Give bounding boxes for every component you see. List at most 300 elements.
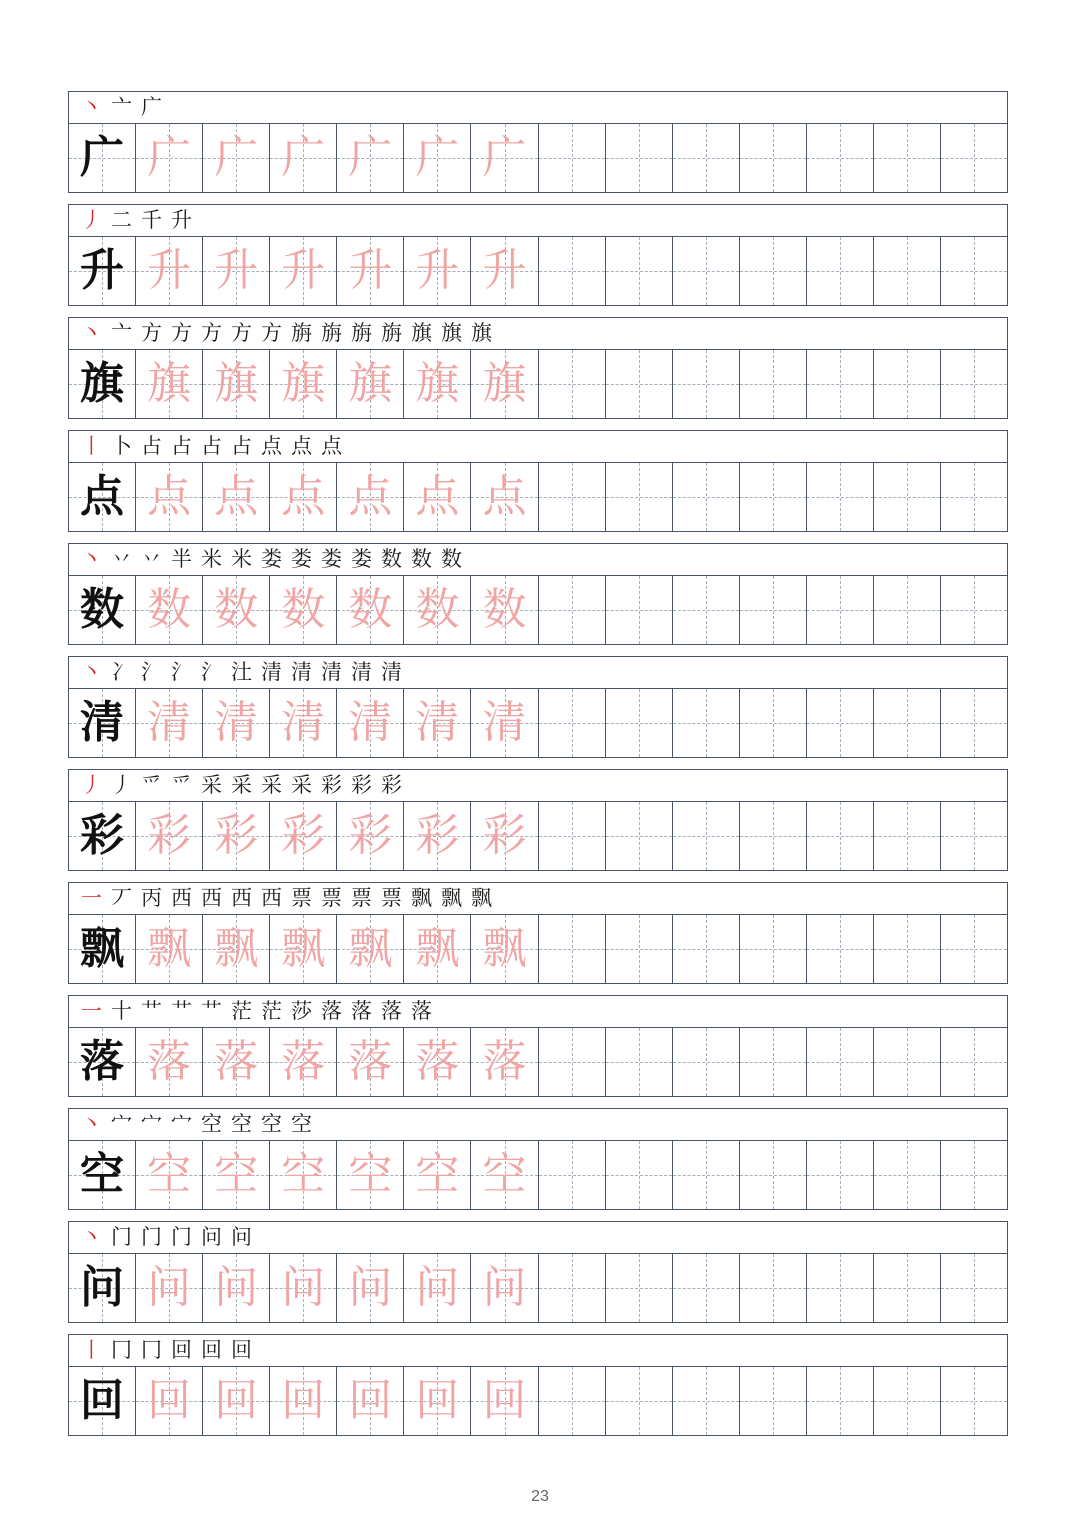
empty-practice-cell[interactable] <box>539 576 606 644</box>
trace-cell[interactable] <box>203 1367 270 1435</box>
stroke-step: 占 <box>171 434 192 458</box>
trace-cell[interactable] <box>136 915 203 983</box>
empty-practice-cell[interactable] <box>807 802 874 870</box>
trace-cell[interactable] <box>136 1141 203 1209</box>
trace-cell[interactable] <box>404 1141 471 1209</box>
model-cell <box>69 576 136 644</box>
empty-practice-cell[interactable] <box>606 350 673 418</box>
trace-character: 旗 <box>348 358 393 409</box>
stroke-step: 艹 <box>201 999 222 1023</box>
stroke-step: 旗 <box>471 321 492 345</box>
trace-cell[interactable] <box>270 237 337 305</box>
empty-practice-cell[interactable] <box>606 463 673 531</box>
trace-cell[interactable] <box>203 463 270 531</box>
trace-character: 清 <box>482 697 527 748</box>
trace-cell[interactable] <box>136 350 203 418</box>
trace-cell[interactable] <box>270 124 337 192</box>
empty-practice-cell[interactable] <box>807 1254 874 1322</box>
trace-cell[interactable] <box>203 1028 270 1096</box>
trace-cell[interactable] <box>136 802 203 870</box>
empty-practice-cell[interactable] <box>539 237 606 305</box>
empty-practice-cell[interactable] <box>606 689 673 757</box>
empty-practice-cell[interactable] <box>874 915 941 983</box>
empty-practice-cell[interactable] <box>874 1141 941 1209</box>
model-cell <box>69 915 136 983</box>
model-character: 空 <box>80 1149 125 1200</box>
practice-grid <box>68 576 1008 645</box>
stroke-order-line <box>68 1221 1008 1254</box>
empty-practice-cell[interactable] <box>606 1254 673 1322</box>
stroke-step: 升 <box>171 208 192 232</box>
trace-character: 数 <box>415 584 460 635</box>
stroke-step: 旃 <box>291 321 312 345</box>
empty-practice-cell[interactable] <box>673 237 740 305</box>
empty-practice-cell[interactable] <box>606 237 673 305</box>
stroke-step: 方 <box>171 321 192 345</box>
trace-cell[interactable] <box>404 124 471 192</box>
empty-practice-cell[interactable] <box>539 1141 606 1209</box>
trace-cell[interactable] <box>471 1367 538 1435</box>
character-row <box>68 995 1008 1097</box>
trace-character: 清 <box>348 697 393 748</box>
trace-cell[interactable] <box>404 915 471 983</box>
stroke-step: 丶 <box>81 1225 102 1249</box>
trace-character: 点 <box>281 471 326 522</box>
trace-cell[interactable] <box>270 463 337 531</box>
trace-character: 升 <box>281 245 326 296</box>
empty-practice-cell[interactable] <box>740 1367 807 1435</box>
stroke-step: 票 <box>351 886 372 910</box>
stroke-step: 卜 <box>111 434 132 458</box>
trace-character: 落 <box>214 1036 259 1087</box>
trace-cell[interactable] <box>270 1254 337 1322</box>
trace-cell[interactable] <box>471 802 538 870</box>
trace-cell[interactable] <box>203 350 270 418</box>
stroke-step: 飘 <box>411 886 432 910</box>
trace-cell[interactable] <box>337 576 404 644</box>
trace-cell[interactable] <box>337 1367 404 1435</box>
stroke-step: 采 <box>201 773 222 797</box>
empty-practice-cell[interactable] <box>673 689 740 757</box>
trace-character: 回 <box>482 1375 527 1426</box>
empty-practice-cell[interactable] <box>740 689 807 757</box>
empty-practice-cell[interactable] <box>673 350 740 418</box>
empty-practice-cell[interactable] <box>807 463 874 531</box>
trace-cell[interactable] <box>471 1028 538 1096</box>
empty-practice-cell[interactable] <box>874 124 941 192</box>
empty-practice-cell[interactable] <box>941 237 1007 305</box>
trace-character: 升 <box>415 245 460 296</box>
empty-practice-cell[interactable] <box>807 124 874 192</box>
trace-cell[interactable] <box>471 237 538 305</box>
stroke-step: 空 <box>261 1112 282 1136</box>
stroke-step: 回 <box>201 1338 222 1362</box>
trace-cell[interactable] <box>404 576 471 644</box>
empty-practice-cell[interactable] <box>673 802 740 870</box>
stroke-step: 旃 <box>321 321 342 345</box>
empty-practice-cell[interactable] <box>740 576 807 644</box>
trace-cell[interactable] <box>136 237 203 305</box>
empty-practice-cell[interactable] <box>941 1028 1007 1096</box>
trace-character: 彩 <box>348 810 393 861</box>
trace-cell[interactable] <box>404 350 471 418</box>
stroke-step: 采 <box>261 773 282 797</box>
trace-character: 回 <box>348 1375 393 1426</box>
trace-cell[interactable] <box>270 689 337 757</box>
model-cell <box>69 124 136 192</box>
empty-practice-cell[interactable] <box>539 124 606 192</box>
trace-cell[interactable] <box>404 237 471 305</box>
stroke-step: 十 <box>111 999 132 1023</box>
empty-practice-cell[interactable] <box>874 237 941 305</box>
trace-cell[interactable] <box>337 802 404 870</box>
model-cell <box>69 1367 136 1435</box>
trace-cell[interactable] <box>337 915 404 983</box>
trace-cell[interactable] <box>404 463 471 531</box>
empty-practice-cell[interactable] <box>606 1367 673 1435</box>
trace-character: 清 <box>147 697 192 748</box>
stroke-step: 宀 <box>141 1112 162 1136</box>
stroke-step: 丨 <box>81 434 102 458</box>
stroke-step: 彩 <box>351 773 372 797</box>
trace-cell[interactable] <box>136 1254 203 1322</box>
stroke-step: 丶 <box>81 95 102 119</box>
trace-character: 点 <box>415 471 460 522</box>
trace-character: 飘 <box>281 923 326 974</box>
trace-cell[interactable] <box>136 124 203 192</box>
stroke-step: 清 <box>291 660 312 684</box>
stroke-step: 采 <box>231 773 252 797</box>
empty-practice-cell[interactable] <box>807 1141 874 1209</box>
stroke-step: 占 <box>141 434 162 458</box>
trace-cell[interactable] <box>404 1367 471 1435</box>
trace-character: 数 <box>348 584 393 635</box>
trace-cell[interactable] <box>270 1141 337 1209</box>
trace-character: 旗 <box>415 358 460 409</box>
trace-character: 广 <box>348 132 393 183</box>
trace-character: 回 <box>281 1375 326 1426</box>
trace-cell[interactable] <box>270 802 337 870</box>
stroke-step: 广 <box>141 95 162 119</box>
trace-cell[interactable] <box>270 1028 337 1096</box>
empty-practice-cell[interactable] <box>807 237 874 305</box>
stroke-step: 氵 <box>171 660 192 684</box>
empty-practice-cell[interactable] <box>740 1028 807 1096</box>
trace-cell[interactable] <box>404 689 471 757</box>
trace-cell[interactable] <box>471 350 538 418</box>
empty-practice-cell[interactable] <box>941 1141 1007 1209</box>
empty-practice-cell[interactable] <box>740 237 807 305</box>
empty-practice-cell[interactable] <box>673 915 740 983</box>
empty-practice-cell[interactable] <box>807 915 874 983</box>
empty-practice-cell[interactable] <box>606 124 673 192</box>
model-character: 数 <box>80 584 125 635</box>
stroke-step: 娄 <box>351 547 372 571</box>
trace-cell[interactable] <box>270 1367 337 1435</box>
empty-practice-cell[interactable] <box>874 1254 941 1322</box>
trace-cell[interactable] <box>136 689 203 757</box>
trace-character: 彩 <box>281 810 326 861</box>
stroke-order-line <box>68 1108 1008 1141</box>
model-character: 升 <box>80 245 125 296</box>
trace-cell[interactable] <box>136 1028 203 1096</box>
trace-cell[interactable] <box>404 1028 471 1096</box>
practice-sheet <box>68 91 1008 1447</box>
stroke-step: 娄 <box>321 547 342 571</box>
trace-character: 落 <box>348 1036 393 1087</box>
practice-grid <box>68 1254 1008 1323</box>
stroke-step: 亠 <box>111 321 132 345</box>
trace-cell[interactable] <box>404 802 471 870</box>
stroke-step: 落 <box>381 999 402 1023</box>
empty-practice-cell[interactable] <box>874 802 941 870</box>
stroke-step: 旃 <box>381 321 402 345</box>
trace-cell[interactable] <box>404 1254 471 1322</box>
model-character: 旗 <box>80 358 125 409</box>
trace-cell[interactable] <box>203 689 270 757</box>
empty-practice-cell[interactable] <box>941 576 1007 644</box>
empty-practice-cell[interactable] <box>539 1367 606 1435</box>
stroke-step: 旃 <box>351 321 372 345</box>
empty-practice-cell[interactable] <box>807 1028 874 1096</box>
stroke-step: 点 <box>321 434 342 458</box>
trace-cell[interactable] <box>136 576 203 644</box>
empty-practice-cell[interactable] <box>673 576 740 644</box>
trace-character: 彩 <box>415 810 460 861</box>
stroke-step: 飘 <box>471 886 492 910</box>
empty-practice-cell[interactable] <box>673 1367 740 1435</box>
stroke-step: 清 <box>261 660 282 684</box>
practice-grid <box>68 1028 1008 1097</box>
trace-cell[interactable] <box>337 463 404 531</box>
empty-practice-cell[interactable] <box>807 1367 874 1435</box>
stroke-order-line <box>68 430 1008 463</box>
stroke-step: 门 <box>111 1225 132 1249</box>
practice-grid <box>68 915 1008 984</box>
practice-grid <box>68 689 1008 758</box>
trace-cell[interactable] <box>471 463 538 531</box>
stroke-step: 占 <box>231 434 252 458</box>
trace-character: 清 <box>214 697 259 748</box>
trace-cell[interactable] <box>471 1254 538 1322</box>
trace-character: 问 <box>281 1262 326 1313</box>
stroke-step: 冂 <box>141 1338 162 1362</box>
trace-character: 旗 <box>482 358 527 409</box>
trace-character: 回 <box>147 1375 192 1426</box>
trace-cell[interactable] <box>337 350 404 418</box>
stroke-step: 一 <box>81 999 102 1023</box>
trace-cell[interactable] <box>337 1141 404 1209</box>
trace-cell[interactable] <box>270 576 337 644</box>
trace-cell[interactable] <box>471 689 538 757</box>
empty-practice-cell[interactable] <box>740 802 807 870</box>
trace-cell[interactable] <box>270 350 337 418</box>
stroke-step: 丙 <box>141 886 162 910</box>
character-row <box>68 1108 1008 1210</box>
empty-practice-cell[interactable] <box>539 802 606 870</box>
empty-practice-cell[interactable] <box>874 463 941 531</box>
stroke-step: 方 <box>261 321 282 345</box>
stroke-step: 空 <box>201 1112 222 1136</box>
trace-character: 广 <box>281 132 326 183</box>
stroke-step: 艹 <box>171 999 192 1023</box>
empty-practice-cell[interactable] <box>740 1254 807 1322</box>
empty-practice-cell[interactable] <box>941 915 1007 983</box>
empty-practice-cell[interactable] <box>807 576 874 644</box>
empty-practice-cell[interactable] <box>539 689 606 757</box>
stroke-step: 采 <box>291 773 312 797</box>
trace-cell[interactable] <box>337 1028 404 1096</box>
trace-character: 清 <box>281 697 326 748</box>
stroke-step: 丷 <box>111 547 132 571</box>
stroke-step: 丨 <box>81 1338 102 1362</box>
empty-practice-cell[interactable] <box>874 689 941 757</box>
character-row <box>68 882 1008 984</box>
trace-character: 广 <box>482 132 527 183</box>
stroke-step: 落 <box>351 999 372 1023</box>
trace-character: 清 <box>415 697 460 748</box>
trace-cell[interactable] <box>337 689 404 757</box>
trace-cell[interactable] <box>203 1141 270 1209</box>
empty-practice-cell[interactable] <box>941 1254 1007 1322</box>
empty-practice-cell[interactable] <box>673 124 740 192</box>
empty-practice-cell[interactable] <box>941 689 1007 757</box>
trace-cell[interactable] <box>203 802 270 870</box>
trace-cell[interactable] <box>471 576 538 644</box>
stroke-step: 冂 <box>111 1338 132 1362</box>
stroke-step: 西 <box>261 886 282 910</box>
stroke-step: 数 <box>381 547 402 571</box>
trace-character: 落 <box>281 1036 326 1087</box>
stroke-step: 旗 <box>411 321 432 345</box>
stroke-step: 丿 <box>81 773 102 797</box>
empty-practice-cell[interactable] <box>807 689 874 757</box>
character-row <box>68 430 1008 532</box>
empty-practice-cell[interactable] <box>539 915 606 983</box>
stroke-step: 票 <box>381 886 402 910</box>
model-character: 回 <box>80 1375 125 1426</box>
trace-cell[interactable] <box>471 124 538 192</box>
model-cell <box>69 237 136 305</box>
stroke-step: 汢 <box>231 660 252 684</box>
trace-character: 空 <box>281 1149 326 1200</box>
empty-practice-cell[interactable] <box>874 1028 941 1096</box>
empty-practice-cell[interactable] <box>740 350 807 418</box>
trace-character: 问 <box>214 1262 259 1313</box>
stroke-step: 方 <box>141 321 162 345</box>
stroke-order-line <box>68 1334 1008 1367</box>
empty-practice-cell[interactable] <box>941 124 1007 192</box>
practice-grid <box>68 124 1008 193</box>
stroke-step: 茫 <box>231 999 252 1023</box>
empty-practice-cell[interactable] <box>539 350 606 418</box>
empty-practice-cell[interactable] <box>606 915 673 983</box>
character-row <box>68 91 1008 193</box>
empty-practice-cell[interactable] <box>740 463 807 531</box>
trace-cell[interactable] <box>471 915 538 983</box>
trace-character: 升 <box>147 245 192 296</box>
empty-practice-cell[interactable] <box>606 1141 673 1209</box>
trace-character: 空 <box>415 1149 460 1200</box>
trace-cell[interactable] <box>203 124 270 192</box>
empty-practice-cell[interactable] <box>673 463 740 531</box>
character-row <box>68 1221 1008 1323</box>
empty-practice-cell[interactable] <box>606 576 673 644</box>
empty-practice-cell[interactable] <box>941 802 1007 870</box>
stroke-step: 门 <box>171 1225 192 1249</box>
trace-cell[interactable] <box>136 463 203 531</box>
trace-character: 数 <box>214 584 259 635</box>
empty-practice-cell[interactable] <box>941 463 1007 531</box>
practice-grid <box>68 350 1008 419</box>
empty-practice-cell[interactable] <box>673 1141 740 1209</box>
stroke-step: 落 <box>411 999 432 1023</box>
empty-practice-cell[interactable] <box>941 350 1007 418</box>
trace-cell[interactable] <box>471 1141 538 1209</box>
empty-practice-cell[interactable] <box>673 1254 740 1322</box>
empty-practice-cell[interactable] <box>606 1028 673 1096</box>
empty-practice-cell[interactable] <box>539 463 606 531</box>
stroke-step: 一 <box>81 886 102 910</box>
model-character: 问 <box>80 1262 125 1313</box>
empty-practice-cell[interactable] <box>874 576 941 644</box>
stroke-order-line <box>68 204 1008 237</box>
empty-practice-cell[interactable] <box>606 802 673 870</box>
trace-character: 空 <box>147 1149 192 1200</box>
trace-character: 升 <box>482 245 527 296</box>
model-cell <box>69 1028 136 1096</box>
trace-cell[interactable] <box>270 915 337 983</box>
trace-character: 飘 <box>147 923 192 974</box>
empty-practice-cell[interactable] <box>673 1028 740 1096</box>
empty-practice-cell[interactable] <box>539 1254 606 1322</box>
stroke-step: 米 <box>231 547 252 571</box>
stroke-step: 丶 <box>81 547 102 571</box>
trace-cell[interactable] <box>337 1254 404 1322</box>
stroke-step: 米 <box>201 547 222 571</box>
trace-character: 空 <box>482 1149 527 1200</box>
stroke-step: 宀 <box>171 1112 192 1136</box>
trace-cell[interactable] <box>337 237 404 305</box>
empty-practice-cell[interactable] <box>941 1367 1007 1435</box>
empty-practice-cell[interactable] <box>740 124 807 192</box>
stroke-step: 爫 <box>141 773 162 797</box>
trace-cell[interactable] <box>203 915 270 983</box>
trace-character: 落 <box>415 1036 460 1087</box>
trace-character: 数 <box>281 584 326 635</box>
empty-practice-cell[interactable] <box>740 915 807 983</box>
trace-cell[interactable] <box>203 237 270 305</box>
trace-cell[interactable] <box>203 576 270 644</box>
stroke-step: 娄 <box>291 547 312 571</box>
trace-character: 广 <box>147 132 192 183</box>
practice-grid <box>68 463 1008 532</box>
stroke-step: 回 <box>171 1338 192 1362</box>
trace-cell[interactable] <box>136 1367 203 1435</box>
empty-practice-cell[interactable] <box>740 1141 807 1209</box>
empty-practice-cell[interactable] <box>874 1367 941 1435</box>
stroke-step: 数 <box>441 547 462 571</box>
stroke-step: 清 <box>321 660 342 684</box>
empty-practice-cell[interactable] <box>874 350 941 418</box>
trace-character: 数 <box>147 584 192 635</box>
stroke-step: 宀 <box>111 1112 132 1136</box>
trace-cell[interactable] <box>203 1254 270 1322</box>
character-row <box>68 1334 1008 1436</box>
trace-cell[interactable] <box>337 124 404 192</box>
empty-practice-cell[interactable] <box>807 350 874 418</box>
empty-practice-cell[interactable] <box>539 1028 606 1096</box>
